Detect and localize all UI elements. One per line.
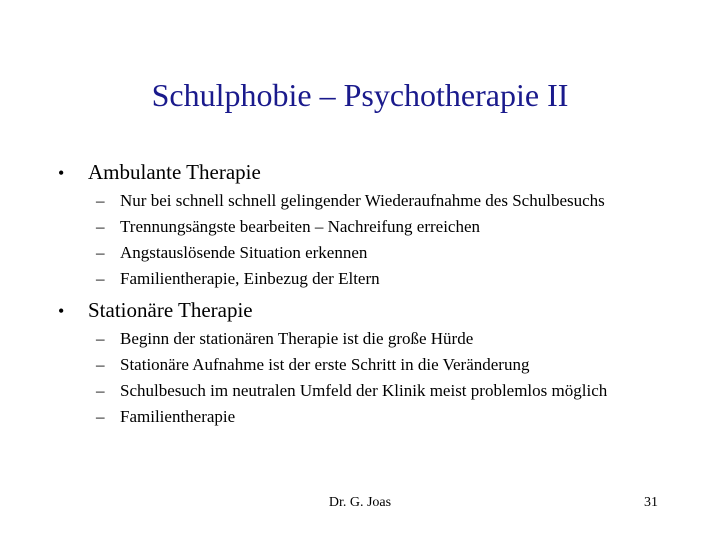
dash-icon: – (96, 329, 105, 348)
dash-icon: – (96, 191, 105, 210)
bullet-icon: • (58, 163, 65, 183)
sub-bullet-item (58, 217, 658, 237)
sub-bullet-text: Stationäre Aufnahme ist der erste Schritt in die Veränderung (120, 355, 530, 374)
dash-icon: – (96, 407, 105, 426)
sub-bullet-text: Familientherapie, Einbezug der Eltern (120, 269, 380, 288)
page-number: 31 (644, 495, 658, 510)
sub-bullet-item (58, 269, 658, 289)
footer-author: Dr. G. Joas (328, 495, 392, 510)
slide-content (58, 157, 658, 433)
dash-icon: – (96, 217, 105, 236)
sub-bullet-text: Nur bei schnell schnell gelingender Wiederaufnahme des Schulbesuchs (120, 191, 605, 210)
sub-bullet-item (58, 243, 658, 263)
sub-bullet-item (58, 355, 658, 375)
sub-bullet-text: Angstauslösende Situation erkennen (120, 243, 368, 262)
sub-bullet-list (58, 329, 658, 427)
sub-bullet-text: Trennungsängste bearbeiten – Nachreifung erreichen (120, 217, 481, 236)
sub-bullet-text: Beginn der stationären Therapie ist die große Hürde (120, 329, 474, 348)
dash-icon: – (96, 243, 105, 262)
sub-bullet-text: Familientherapie (120, 407, 236, 426)
sub-bullet-text: Schulbesuch im neutralen Umfeld der Klinik meist problemlos möglich (120, 381, 608, 400)
bullet-icon: • (58, 301, 65, 321)
dash-icon: – (96, 381, 105, 400)
bullet-heading (58, 157, 658, 188)
dash-icon: – (96, 269, 105, 288)
bullet-heading (58, 295, 658, 326)
sub-bullet-item (58, 191, 658, 211)
dash-icon: – (96, 355, 105, 374)
section-heading: Ambulante Therapie (88, 160, 261, 184)
section-stationaere-therapie (58, 295, 658, 427)
sub-bullet-list (58, 191, 658, 289)
sub-bullet-item (58, 381, 658, 401)
section-heading: Stationäre Therapie (88, 298, 253, 322)
section-ambulante-therapie (58, 157, 658, 289)
sub-bullet-item (58, 407, 658, 427)
slide-title: Schulphobie – Psychotherapie II (151, 77, 569, 113)
sub-bullet-item (58, 329, 658, 349)
